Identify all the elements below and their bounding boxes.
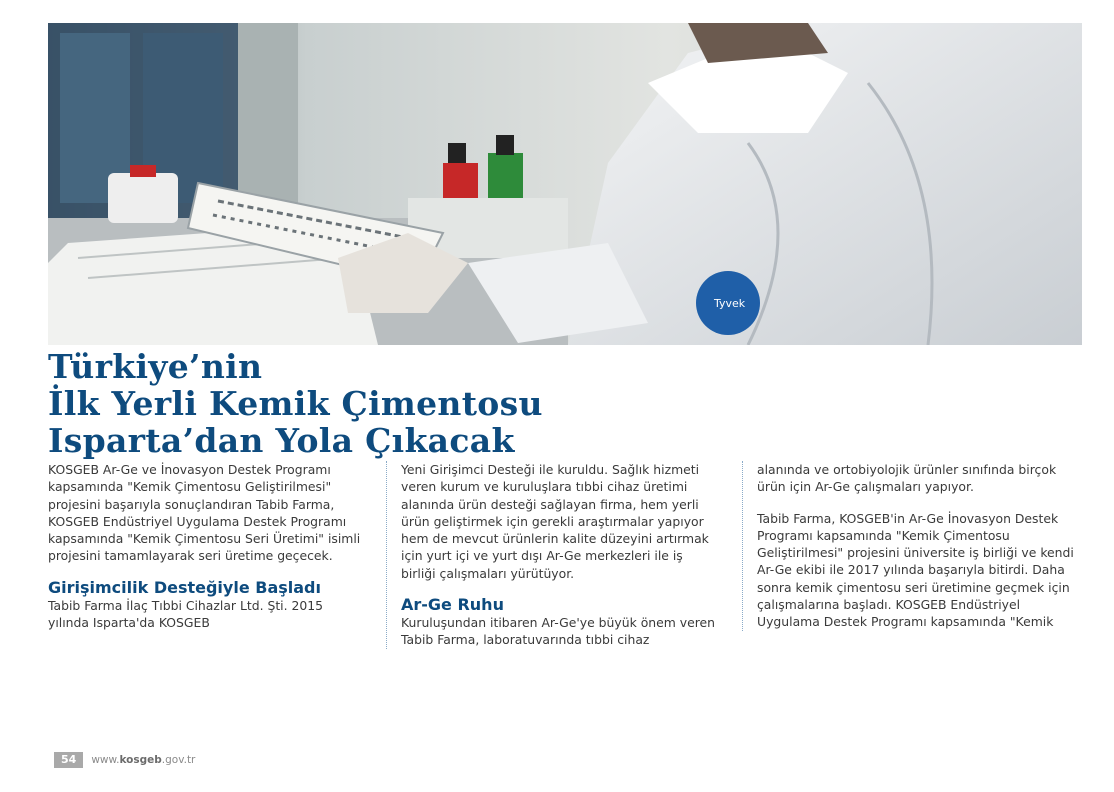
url-prefix: www. (91, 754, 120, 766)
article-column-3 (742, 461, 1075, 631)
column-1-paragraph-2: Tabib Farma İlaç Tıbbi Cihazlar Ltd. Şti. 2015 yılında Isparta'da KOSGEB (48, 597, 324, 631)
page-number: 54 (54, 752, 83, 768)
column-3-paragraph-1: alanında ve ortobiyolojik ürünler sınıfında birçok ürün için Ar-Ge çalışmaları yapıyor. (757, 462, 1057, 495)
footer-url[interactable] (91, 754, 195, 766)
column-2-paragraph-2: Kuruluşundan itibaren Ar-Ge'ye büyük önem veren Tabib Farma, laboratuvarında tıbbi cihaz (401, 615, 716, 648)
subheading-arge-ruhu: Ar-Ge Ruhu (401, 595, 504, 615)
column-2-paragraph-1: Yeni Girişimci Desteği ile kuruldu. Sağlık hizmeti veren kurum ve kuruluşlara tıbbi cihaz üretimi alanında ürün desteği sağlayan firma, hem yerli ürün geliştirmek için gerekli araştırmalar yapıyor hem de mevcut ürünlerin kalite düzeyini artırmak için yurt içi ve yurt dışı Ar-Ge merkezleri ile iş birliği çalışmaları yürütüyor. (401, 462, 709, 581)
column-1-paragraph-1: KOSGEB Ar-Ge ve İnovasyon Destek Programı kapsamında "Kemik Çimentosu Geliştirilmesi" projesini başarıyla sonuçlandıran Tabib Farma, KOSGEB Endüstriyel Uygulama Destek Programı kapsamında "Kemik Çimentosu Seri Üretimi" isimli projesini tamamlayarak seri üretime geçecek. (48, 462, 361, 564)
article-column-2 (386, 461, 719, 649)
headline-line-3: Isparta’dan Yola Çıkacak (48, 421, 515, 460)
page-footer (54, 752, 195, 768)
url-suffix: .gov.tr (161, 754, 196, 766)
lab-photo (48, 23, 1082, 345)
headline-line-1: Türkiye’nin (48, 347, 263, 386)
url-brand: kosgeb (119, 754, 162, 766)
svg-text:Tyvek: Tyvek (714, 297, 746, 310)
lab-scene-illustration (48, 23, 1082, 345)
subheading-girisimcilik: Girişimcilik Desteğiyle Başladı (48, 577, 321, 597)
article-column-1 (48, 461, 366, 631)
column-3-paragraph-2: Tabib Farma, KOSGEB'in Ar-Ge İnovasyon Destek Programı kapsamında "Kemik Çimentosu Geliştirilmesi" projesini üniversite iş birliği ve kendi Ar-Ge ekibi ile 2017 yılında başarıyla bitirdi. Daha sonra kemik çimentosu seri üretimine geçmek için çalışmalarına başladı. KOSGEB Endüstriyel Uygulama Destek Programı kapsamında "Kemik (757, 510, 1074, 630)
headline-line-2: İlk Yerli Kemik Çimentosu (48, 384, 543, 423)
article-headline (48, 348, 948, 459)
